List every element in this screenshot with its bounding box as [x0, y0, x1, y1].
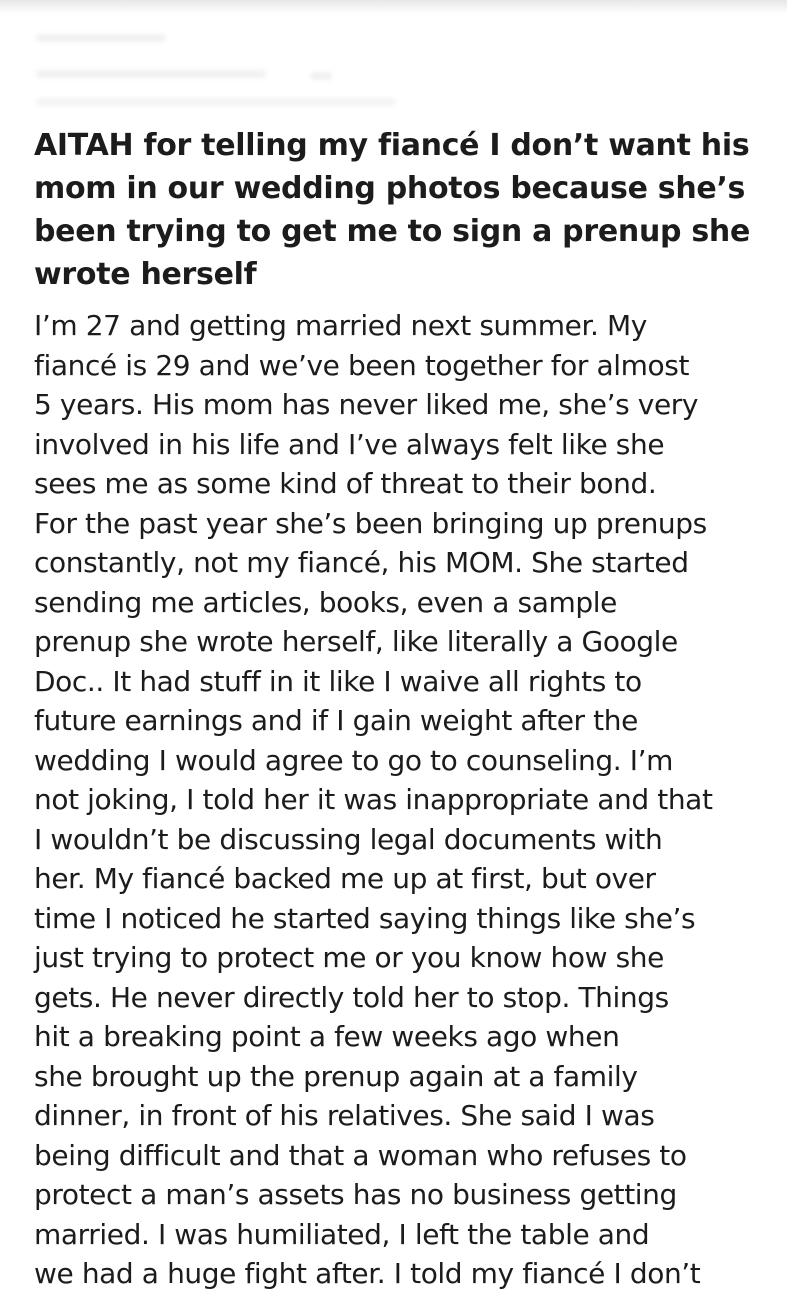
post [34, 124, 764, 1294]
post-body-line: involved in his life and I’ve always felt like she [34, 427, 665, 461]
post-body-line: prenup she wrote herself, like literally a Google [34, 625, 678, 658]
post-body-line: she brought up the prenup again at a family [34, 1059, 638, 1093]
post-body-line: her. My fiancé backed me up at first, but over [34, 862, 656, 895]
post-body-line: being difficult and that a woman who refuses to [34, 1138, 687, 1172]
post-body-line: 5 years. His mom has never liked me, she’s very [34, 388, 699, 421]
post-body-line: I wouldn’t be discussing legal documents with [34, 822, 663, 856]
post-body-line: time I noticed he started saying things like she’s [34, 901, 696, 935]
post-body-line: Doc.. It had stuff in it like I waive all rights to [34, 664, 642, 698]
post-body [34, 306, 764, 1294]
faded-text [36, 34, 166, 42]
post-body-line: gets. He never directly told her to stop. Things [34, 980, 669, 1014]
post-body-line: sending me articles, books, even a sample [34, 585, 617, 619]
status-bar-shadow [0, 0, 787, 14]
post-body-line: future earnings and if I gain weight after the [34, 704, 638, 737]
post-body-line: hit a breaking point a few weeks ago when [34, 1020, 620, 1053]
post-body-line: not joking, I told her it was inappropriate and that [34, 783, 713, 816]
post-body-line: married. I was humiliated, I left the table and [34, 1217, 650, 1251]
post-title-line: been trying to get me to sign a prenup she [34, 214, 750, 249]
post-body-line: For the past year she’s been bringing up prenups [34, 506, 707, 540]
post-title-line: AITAH for telling my fiancé I don’t want his [34, 128, 750, 163]
post-title-line: wrote herself [34, 257, 257, 292]
faded-text [310, 72, 332, 80]
post-body-line: we had a huge fight after. I told my fiancé I don’t [34, 1257, 701, 1290]
post-title-line: mom in our wedding photos because she’s [34, 171, 746, 206]
post-body-line: constantly, not my fiancé, his MOM. She started [34, 546, 689, 579]
post-body-line: fiancé is 29 and we’ve been together for almost [34, 348, 690, 382]
post-title [34, 124, 764, 296]
post-body-line: wedding I would agree to go to counseling. I’m [34, 743, 674, 777]
post-body-line: just trying to protect me or you know how she [34, 941, 664, 974]
faded-text [36, 98, 396, 106]
faded-text [36, 70, 266, 78]
post-body-line: protect a man’s assets has no business getting [34, 1178, 677, 1211]
post-body-line: sees me as some kind of threat to their bond. [34, 467, 657, 500]
faded-header [0, 14, 787, 124]
post-body-line: I’m 27 and getting married next summer. My [34, 309, 647, 342]
post-body-line: dinner, in front of his relatives. She said I was [34, 1099, 655, 1132]
